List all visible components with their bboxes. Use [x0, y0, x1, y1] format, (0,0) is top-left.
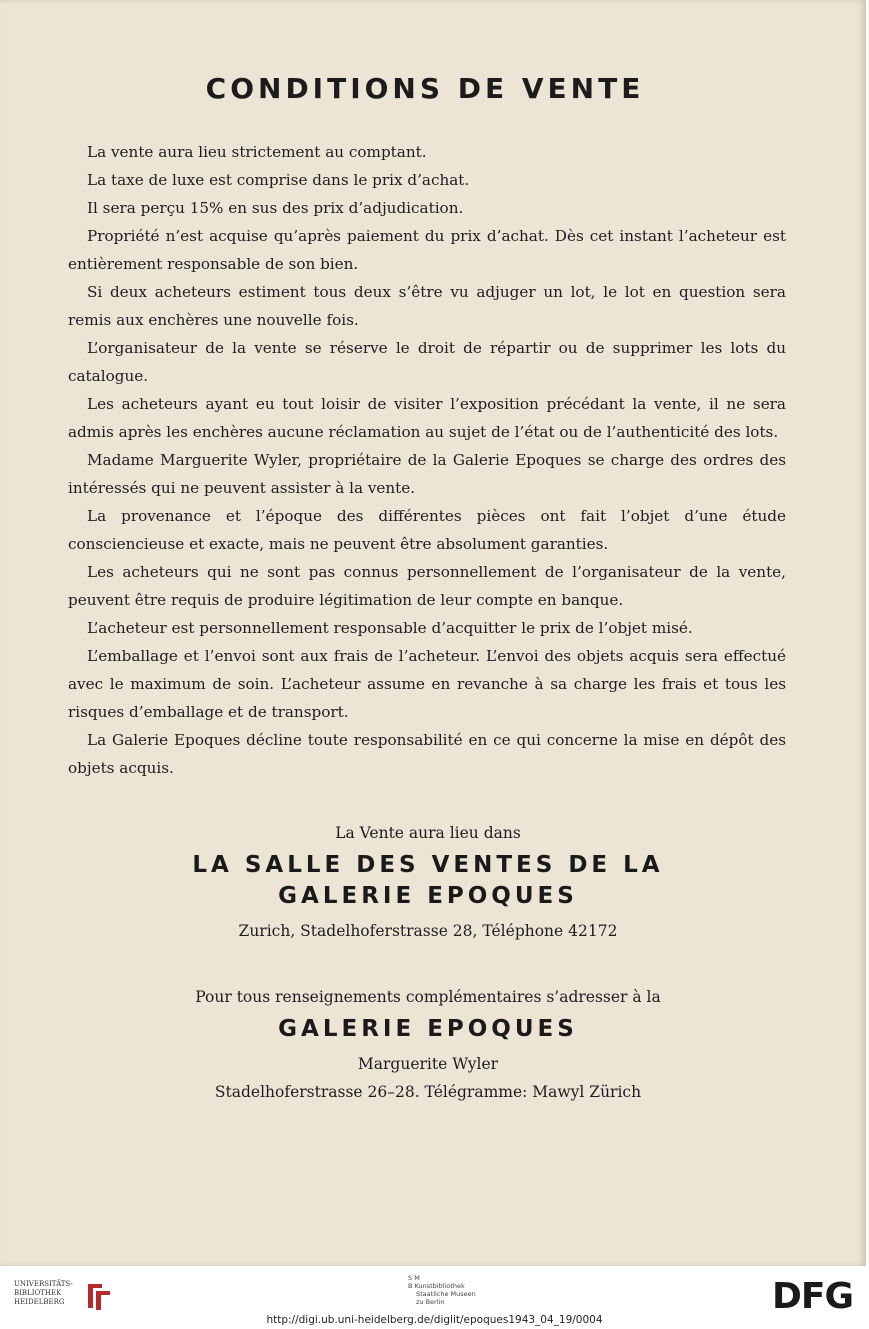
paragraph: Madame Marguerite Wyler, propriétaire de la Galerie Epoques se charge des ordres des intéressés qui ne peuvent assister à la vente. [68, 451, 786, 497]
conditions-text [68, 138, 786, 782]
paragraph: La vente aura lieu strictement au comptant. [87, 143, 427, 161]
venue-name-line1: LA SALLE DES VENTES DE LA [192, 852, 664, 878]
paragraph: La taxe de luxe est comprise dans le prix d’achat. [87, 171, 470, 189]
venue-name-line2: GALERIE EPOQUES [278, 883, 578, 909]
paragraph: Si deux acheteurs estiment tous deux s’être vu adjuger un lot, le lot en question sera remis aux enchères une nouvelle fois. [68, 283, 786, 329]
paragraph: La provenance et l’époque des différentes pièces ont fait l’objet d’une étude consciencieuse et exacte, mais ne peuvent être absolument garanties. [68, 507, 786, 553]
paragraph: Il sera perçu 15% en sus des prix d’adjudication. [87, 199, 464, 217]
library-mark-icon [84, 1280, 116, 1312]
kunstbibliothek-logo[interactable]: S M B Kunstbibliothek Staatliche Museen zu Berlin [408, 1274, 476, 1306]
info-contact: Marguerite Wyler [357, 1055, 499, 1073]
paragraph: L’organisateur de la vente se réserve le droit de répartir ou de supprimer les lots du catalogue. [68, 339, 786, 385]
paragraph: Propriété n’est acquise qu’après paiement du prix d’achat. Dès cet instant l’acheteur est entièrement responsable de son bien. [68, 227, 786, 273]
info-block [0, 988, 856, 1101]
paragraph: L’emballage et l’envoi sont aux frais de l’acheteur. L’envoi des objets acquis sera effectué avec le maximum de soin. L’acheteur assume en revanche à sa charge les frais et tous les risques d’emballage et de transport. [68, 647, 786, 721]
source-url[interactable]: http://digi.ub.uni-heidelberg.de/diglit/epoques1943_04_19/0004 [266, 1314, 603, 1326]
info-address: Stadelhoferstrasse 26–28. Télégramme: Mawyl Zürich [214, 1083, 642, 1101]
page-title: CONDITIONS DE VENTE [205, 72, 645, 105]
info-intro: Pour tous renseignements complémentaires s’adresser à la [195, 988, 661, 1006]
dfg-logo[interactable]: DFG [772, 1276, 854, 1317]
venue-address: Zurich, Stadelhoferstrasse 28, Téléphone 42172 [238, 922, 618, 940]
paragraph: Les acheteurs qui ne sont pas connus personnellement de l’organisateur de la vente, peuvent être requis de produire légitimation de leur compte en banque. [68, 563, 786, 609]
paragraph: La Galerie Epoques décline toute responsabilité en ce qui concerne la mise en dépôt des objets acquis. [68, 731, 786, 777]
venue-block [0, 824, 856, 940]
library-name: UNIVERSITÄTS- BIBLIOTHEK HEIDELBERG [14, 1280, 73, 1306]
university-library-logo[interactable] [14, 1280, 124, 1312]
venue-intro: La Vente aura lieu dans [335, 824, 521, 842]
paragraph: Les acheteurs ayant eu tout loisir de visiter l’exposition précédant la vente, il ne sera admis après les enchères aucune réclamation au sujet de l’état ou de l’authenticité des lots. [68, 395, 786, 441]
viewer-footer [0, 1266, 869, 1329]
paragraph: L’acheteur est personnellement responsable d’acquitter le prix de l’objet misé. [87, 619, 693, 637]
info-name: GALERIE EPOQUES [278, 1016, 578, 1042]
